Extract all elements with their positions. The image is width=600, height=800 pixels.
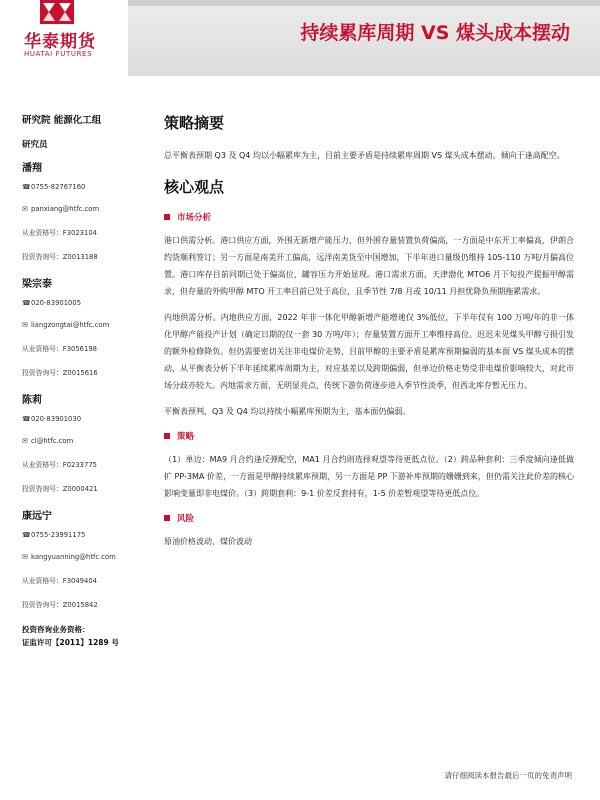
advisor-number: 投资咨询号：Z0015842 xyxy=(22,601,98,609)
license-statement xyxy=(22,623,140,649)
department-label: 研究院 能源化工组 xyxy=(22,115,102,126)
advisor-number: 投资咨询号：Z0015616 xyxy=(22,369,98,377)
phone-icon: ☎ xyxy=(22,299,31,307)
phone-number: 020-83901005 xyxy=(31,299,82,307)
risk-label: 风险 xyxy=(177,514,195,524)
analyst-card xyxy=(22,275,140,377)
email-address[interactable]: liangzongtai@htfc.com xyxy=(31,321,110,329)
email-address[interactable]: panxiang@htfc.com xyxy=(31,205,100,213)
analyst-email xyxy=(22,321,140,329)
role-label: 研究员 xyxy=(22,140,48,150)
bullet-square-icon xyxy=(164,515,170,521)
license-line-1: 投资咨询业务资格： xyxy=(22,625,90,634)
analyst-phone xyxy=(22,183,140,191)
email-icon: ✉ xyxy=(22,205,28,213)
header-top-strip xyxy=(128,0,600,6)
analyst-name: 陈莉 xyxy=(22,395,42,406)
phone-number: 020-83901030 xyxy=(31,415,82,423)
market-analysis-label: 市场分析 xyxy=(177,213,212,223)
strategy-paragraph: （1）单边：MA9 月合约逢反弹配空，MA1 月合约则选择观望等待更低点位。（2）跨品种套利：三季度倾向逢低做扩 PP-3MA 价差，一方面是甲醇持续累库预期，另一方面是 PP 下游补库预期的姗姗到来，但仍需关注此价差的核心影响变量即非电煤价。（3）跨期套利：9-1 价差反套持有，1-5 价差暂观望等待更低点位。 xyxy=(164,455,574,498)
phone-icon: ☎ xyxy=(22,531,31,539)
email-icon: ✉ xyxy=(22,553,28,561)
market-analysis-heading xyxy=(164,211,574,223)
license-number: 从业资格号：F3049404 xyxy=(22,577,97,585)
analyst-email xyxy=(22,205,140,213)
license-number: 从业资格号：F0233775 xyxy=(22,461,97,469)
market-paragraph-3: 平衡表预判，Q3 及 Q4 均以持续小幅累库预期为主，基本面仍偏弱。 xyxy=(164,407,411,416)
phone-icon: ☎ xyxy=(22,415,31,423)
analyst-email xyxy=(22,437,140,445)
analyst-name: 梁宗泰 xyxy=(22,279,52,290)
analyst-card xyxy=(22,159,140,261)
logo-english-name: HUATAI FUTURES xyxy=(24,50,93,58)
license-line-2: 证监许可【2011】1289 号 xyxy=(22,638,119,647)
email-address[interactable]: cl@htfc.com xyxy=(31,437,74,445)
analyst-card xyxy=(22,391,140,493)
advisor-number: 投资咨询号：Z0013188 xyxy=(22,253,98,261)
disclaimer-note: 请仔细阅读本报告最后一页的免责声明 xyxy=(444,771,572,780)
analyst-sidebar xyxy=(22,112,140,649)
advisor-number: 投资咨询号：Z0000421 xyxy=(22,485,98,493)
license-number: 从业资格号：F3023104 xyxy=(22,229,97,237)
report-header xyxy=(0,0,600,76)
analyst-name: 潘翔 xyxy=(22,163,42,174)
risk-text: 原油价格波动，煤价波动 xyxy=(164,537,252,546)
logo-chinese-name: 华泰期货 xyxy=(24,32,96,52)
license-number: 从业资格号：F3056198 xyxy=(22,345,97,353)
phone-icon: ☎ xyxy=(22,183,31,191)
analyst-phone xyxy=(22,531,140,539)
strategy-heading xyxy=(164,430,574,442)
logo-mark-icon xyxy=(40,0,74,24)
bullet-square-icon xyxy=(164,214,170,220)
market-paragraph-1: 港口供需分析。港口供应方面，外围无新增产能压力，但外围存量装置负荷偏高，一方面是中东开工率偏高，伊朗合约货顺利签订；另一方面是南美开工偏高，远洋南美货至中国增加，下半年进口量级仍维持 105-110 万吨/月偏高位置。港口库存目前同期已处于偏高位，罐容压力开始显现。港口需求方面，天津渤化 MTO6 月下旬投产提振甲醇需求，但存量的外购甲醇 MTO 开工率目前已处于高位，且季节性 7/8 月或 10/11 月担忧降负预期拖累需求。 xyxy=(164,236,574,296)
email-icon: ✉ xyxy=(22,321,28,329)
analyst-phone xyxy=(22,299,140,307)
company-logo xyxy=(14,0,124,76)
strategy-label: 策略 xyxy=(177,432,195,442)
report-body xyxy=(164,112,574,550)
summary-text: 总平衡表预期 Q3 及 Q4 均以小幅累库为主，目前主要矛盾是持续累库周期 VS 煤头成本摆动。倾向于逢高配空。 xyxy=(164,151,565,160)
analyst-email xyxy=(22,553,140,561)
bullet-square-icon xyxy=(164,433,170,439)
phone-number: 0755-23991175 xyxy=(31,531,86,539)
email-icon: ✉ xyxy=(22,437,28,445)
risk-heading xyxy=(164,512,574,524)
summary-heading: 策略摘要 xyxy=(164,114,225,132)
analyst-name: 康远宁 xyxy=(22,511,52,522)
analyst-card xyxy=(22,507,140,609)
report-title: 持续累库周期 VS 煤头成本摆动 xyxy=(300,22,570,44)
email-address[interactable]: kangyuanning@htfc.com xyxy=(31,553,116,561)
core-view-heading: 核心观点 xyxy=(164,178,225,196)
analyst-phone xyxy=(22,415,140,423)
market-paragraph-2: 内地供需分析。内地供应方面，2022 年非一体化甲醇新增产能增速仅 3%低位，下半年仅有 100 万吨/年的非一体化甲醇产能投产计划（确定日期的仅一套 30 万吨/年）；存量装置方面开工率维持高位。迟迟未见煤头甲醇亏损引发的额外检修降负。但仍需要密切关注非电煤价走势，目前甲醇的主要矛盾是累库预期偏弱的基本面 VS 煤头成本的摆动，从平衡表分析下半年延续累库周期为主，对应基差以及跨期偏弱，但单边价格走势受非电煤价影响较大，对此市场分歧亦较大。内地需求方面，无明显亮点，传统下游负荷逐步进入季节性淡季，但西北库存暂无压力。 xyxy=(164,313,574,390)
phone-number: 0755-82767160 xyxy=(31,183,86,191)
